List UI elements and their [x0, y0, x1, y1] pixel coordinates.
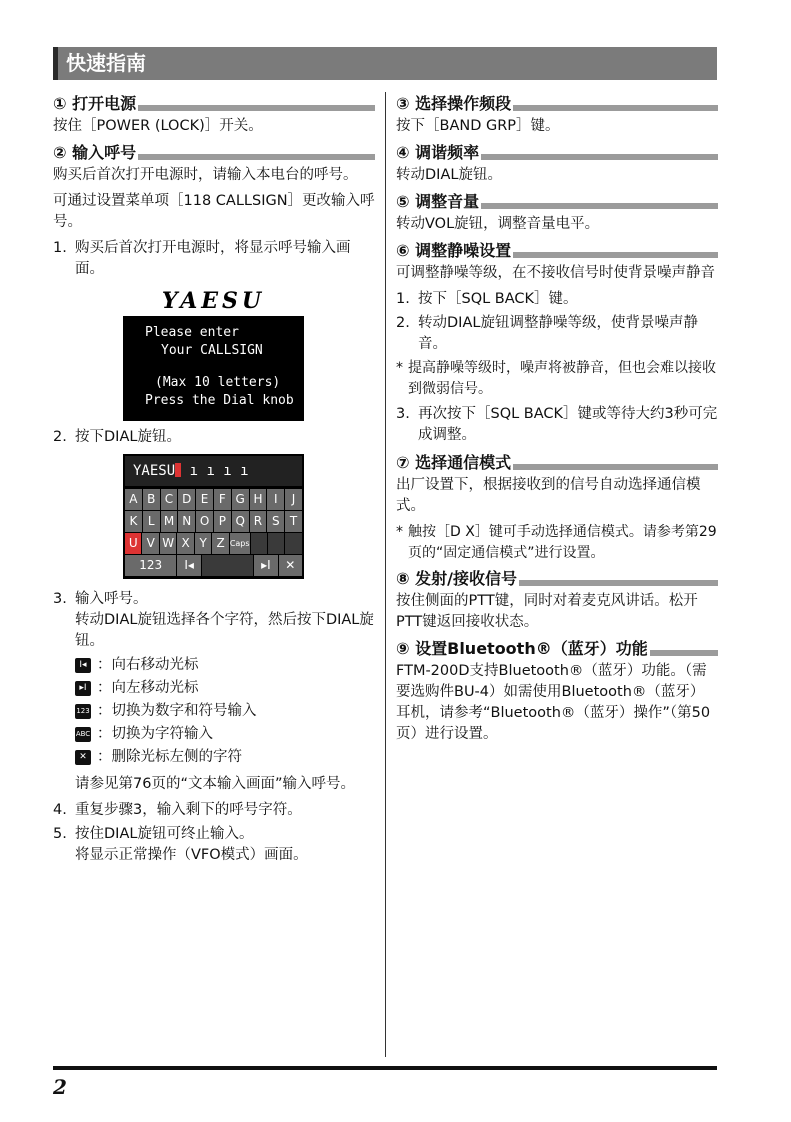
section-bluetooth-heading: ⑨ 设置Bluetooth®（蓝牙）功能	[396, 638, 718, 660]
section-tuning-heading: ④ 调谐频率	[396, 142, 718, 164]
squelch-step-1: 1. 按下［SQL BACK］键。	[396, 291, 578, 307]
squelch-step-3: 3. 再次按下［SQL BACK］键或等待大约3秒可完成调整。	[396, 406, 718, 443]
space-key	[202, 555, 253, 576]
section-txrx-heading: ⑧ 发射/接收信号	[396, 568, 718, 590]
key-selected: U	[125, 533, 141, 554]
key-row-2: K L M N O P Q R S T	[125, 511, 302, 532]
section-mode-heading: ⑦ 选择通信模式	[396, 452, 718, 474]
callsign-intro: 购买后首次打开电源时，请输入本电台的呼号。	[53, 167, 358, 183]
callsign-step-1: 1. 购买后首次打开电源时，将显示呼号输入画面。	[53, 240, 351, 277]
backspace-key: ✕	[279, 555, 302, 576]
column-divider	[385, 92, 386, 1057]
cursor-right-icon: I◂	[75, 658, 91, 673]
callsign-menu-note: 可通过设置菜单项［118 CALLSIGN］更改输入呼号。	[53, 193, 375, 230]
section-squelch-body: 可调整静噪等级，在不接收信号时使背景噪声静音	[396, 265, 715, 281]
callsign-step-5: 5. 按住DIAL旋钮可终止输入。 将显示正常操作（VFO模式）画面。	[53, 826, 308, 863]
keyboard-screen	[123, 454, 304, 579]
callsign-entry-field: YAESU ı ı ı ı	[125, 456, 302, 486]
text-cursor	[175, 463, 181, 477]
callsign-steps	[53, 238, 375, 280]
section-volume-heading: ⑤ 调整音量	[396, 191, 718, 213]
key-icon-legend: I◂ ：向右移动光标 ▸I ：向左移动光标 123 ：切换为数字和符号输入 ABC ：切换为字符输入 ✕ ：删除光标左侧的字符	[75, 657, 257, 765]
section-power-body: 按住［POWER (LOCK)］开关。	[53, 118, 263, 134]
callsign-step-3: 3. 输入呼号。 转动DIAL旋钮选择各个字符，然后按下DIAL旋钮。	[53, 591, 374, 649]
key-row-4	[125, 555, 302, 576]
left-column	[53, 92, 375, 869]
section-tuning-body: 转动DIAL旋钮。	[396, 167, 502, 183]
cursor-left-icon: ▸I	[75, 681, 91, 696]
squelch-step-2: 2. 转动DIAL旋钮调整静噪等级，使背景噪声静音。	[396, 315, 698, 352]
cursor-left-key: ▸I	[254, 555, 277, 576]
delete-icon: ✕	[75, 750, 91, 765]
key-row-1: A B C D E F G H I J	[125, 489, 302, 510]
mode-note: * 触按［D X］键可手动选择通信模式。请参考第29页的“固定通信模式”进行设置。	[396, 524, 717, 561]
yaesu-logo: YAESU	[123, 286, 304, 316]
callsign-step-4: 4. 重复步骤3，输入剩下的呼号字符。	[53, 802, 302, 818]
numeric-mode-icon: 123	[75, 704, 91, 719]
section-band-heading: ③ 选择操作频段	[396, 93, 718, 115]
section-power-heading: ① 打开电源	[53, 93, 375, 115]
section-bluetooth-body: FTM-200D支持Bluetooth®（蓝牙）功能。（需要选购件BU-4）如需使用Bluetooth®（蓝牙）耳机，请参考“Bluetooth®（蓝牙）操作”（第50页）进行设置。	[396, 663, 711, 742]
text-entry-reference: 请参见第76页的“文本输入画面”输入呼号。	[75, 776, 355, 792]
cursor-right-key: I◂	[177, 555, 200, 576]
section-volume-body: 转动VOL旋钮，调整音量电平。	[396, 216, 600, 232]
right-column	[396, 92, 718, 750]
section-band-body: 按下［BAND GRP］键。	[396, 118, 560, 134]
squelch-note: * 提高静噪等级时，噪声将被静音，但也会难以接收到微弱信号。	[396, 360, 716, 397]
callsign-lcd-screen: YAESU Please enter Your CALLSIGN (Max 10 letters) Press the Dial knob	[123, 286, 304, 421]
callsign-step-2: 2. 按下DIAL旋钮。	[53, 429, 181, 445]
footer-rule	[53, 1066, 717, 1070]
section-squelch-heading: ⑥ 调整静噪设置	[396, 240, 718, 262]
key-row-3: U V W X Y Z Caps	[125, 533, 302, 554]
alpha-mode-icon: ABC	[75, 727, 91, 742]
section-mode-body: 出厂设置下，根据接收到的信号自动选择通信模式。	[396, 477, 701, 514]
section-callsign-heading: ② 输入呼号	[53, 142, 375, 164]
numeric-key: 123	[125, 555, 176, 576]
section-txrx-body: 按住侧面的PTT键，同时对着麦克风讲话。松开PTT键返回接收状态。	[396, 593, 698, 630]
page-banner: 快速指南	[53, 47, 717, 80]
page-number: 2	[53, 1075, 67, 1099]
